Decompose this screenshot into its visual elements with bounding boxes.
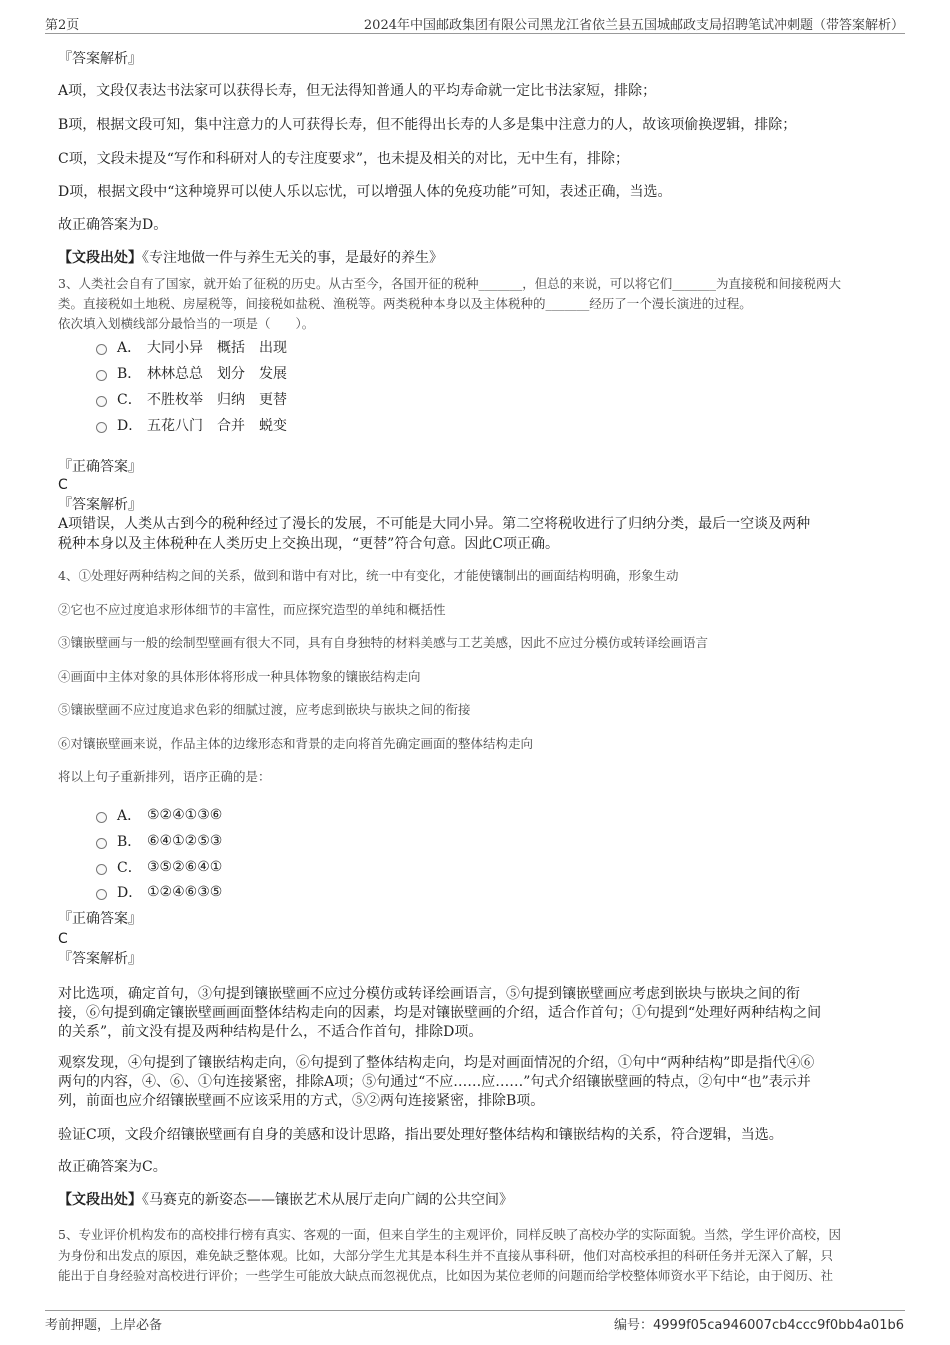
q4-source xyxy=(58,1189,513,1211)
footer-code xyxy=(614,1314,904,1333)
q5-line: 5、专业评价机构发布的高校排行榜有真实、客观的一面，但来自学生的主观评价，同样反映了高校办学的实际面貌。当然，学生评价高校，因 xyxy=(58,1227,841,1242)
radio-icon[interactable] xyxy=(96,838,107,849)
q4-answer-label: 『正确答案』 xyxy=(58,911,142,927)
source-text: 《马赛克的新姿态——镶嵌艺术从展厅走向广阔的公共空间》 xyxy=(142,1192,513,1208)
page-number: 第2页 xyxy=(45,18,80,33)
q2-analysis-line: A项，文段仅表达书法家可以获得长寿，但无法得知普通人的平均寿命就一定比书法家短，排除； xyxy=(58,83,657,99)
radio-icon[interactable] xyxy=(96,889,107,900)
q4-answer: C xyxy=(58,931,68,947)
q5-line: 能出于自身经验对高校进行评价；一些学生可能放大缺点而忽视优点，比如因为某位老师的问题而给学校整体师资水平下结论，由于阅历、社 xyxy=(58,1268,834,1283)
q4-sentence: ⑤镶嵌壁画不应过度追求色彩的细腻过渡，应考虑到嵌块与嵌块之间的衔接 xyxy=(58,702,471,717)
q4-option-c[interactable]: C． ③⑤②⑥④① xyxy=(96,857,222,877)
footer-rule xyxy=(45,1310,905,1311)
radio-icon[interactable] xyxy=(96,396,107,407)
q3-option-a[interactable]: A． 大同小异 概括 出现 xyxy=(96,337,301,357)
q3-stem-line: 3、人类社会自有了国家，就开始了征税的历史。从古至今，各国开征的税种_______，但总的来说，可以将它们_______为直接税和间接税两大 xyxy=(58,276,841,291)
q2-analysis-line: C项，文段未提及“写作和科研对人的专注度要求”，也未提及相关的对比，无中生有，排除； xyxy=(58,151,630,167)
q4-option-d[interactable]: D． ①②④⑥③⑤ xyxy=(96,882,222,902)
q4-sentence: ③镶嵌壁画与一般的绘制型壁画有很大不同，具有自身独特的材料美感与工艺美感，因此不应过分模仿或转译绘画语言 xyxy=(58,635,709,650)
source-label: 【文段出处】 xyxy=(58,250,142,266)
q2-answer-conclusion: 故正确答案为D。 xyxy=(58,217,168,233)
q3-option-b[interactable]: B． 林林总总 划分 发展 xyxy=(96,363,301,383)
q4-analysis-line: 对比选项，确定首句，③句提到镶嵌壁画不应过分模仿或转译绘画语言，⑤句提到镶嵌壁画应考虑到嵌块与嵌块之间的衔 xyxy=(58,986,800,1002)
q4-sentence: ⑥对镶嵌壁画来说，作品主体的边缘形态和背景的走向将首先确定画面的整体结构走向 xyxy=(58,736,534,751)
q2-source xyxy=(58,247,443,269)
radio-icon[interactable] xyxy=(96,370,107,381)
radio-icon[interactable] xyxy=(96,344,107,355)
q4-analysis-line: 接，⑥句提到确定镶嵌壁画画面整体结构走向的因素，均是对镶嵌壁画的介绍，适合作首句；①句提到“处理好两种结构之间 xyxy=(58,1005,822,1021)
q3-stem-line: 类。直接税如土地税、房屋税等，间接税如盐税、渔税等。两类税种本身以及主体税种的_______经历了一个漫长演进的过程。 xyxy=(58,296,752,311)
q4-sentence: ④画面中主体对象的具体形体将形成一种具体物象的镶嵌结构走向 xyxy=(58,669,421,684)
q4-prompt: 将以上句子重新排列，语序正确的是： xyxy=(58,769,271,784)
q3-analysis-label: 『答案解析』 xyxy=(58,497,142,513)
q5-line: 为身份和出发点的原因，难免缺乏整体观。比如，大部分学生尤其是本科生并不直接从事科研，他们对高校承担的科研任务并无深入了解，只 xyxy=(58,1248,834,1263)
q3-option-d[interactable]: D． 五花八门 合并 蜕变 xyxy=(96,415,301,435)
source-text: 《专注地做一件与养生无关的事，是最好的养生》 xyxy=(142,250,443,266)
q3-answer-label: 『正确答案』 xyxy=(58,459,142,475)
code-value: 4999f05ca946007cb4ccc9f0bb4a01b6 xyxy=(653,1318,904,1333)
q4-analysis-label: 『答案解析』 xyxy=(58,951,142,967)
q2-analysis-line: B项，根据文段可知，集中注意力的人可获得长寿，但不能得出长寿的人多是集中注意力的人，故该项偷换逻辑，排除； xyxy=(58,117,797,133)
q4-answer-conclusion: 故正确答案为C。 xyxy=(58,1159,167,1175)
q2-analysis-line: D项，根据文段中“这种境界可以使人乐以忘忧，可以增强人体的免疫功能”可知，表述正确，当选。 xyxy=(58,184,672,200)
q4-sentence: 4、①处理好两种结构之间的关系，做到和谐中有对比，统一中有变化，才能使镶制出的画面结构明确，形象生动 xyxy=(58,568,679,583)
q3-stem-line: 依次填入划横线部分最恰当的一项是（ ）。 xyxy=(58,316,315,331)
q3-analysis-line: 税种本身以及主体税种在人类历史上交换出现，“更替”符合句意。因此C项正确。 xyxy=(58,536,560,552)
q4-option-a[interactable]: A． ⑤②④①③⑥ xyxy=(96,805,222,825)
source-label: 【文段出处】 xyxy=(58,1192,142,1208)
q3-option-c[interactable]: C． 不胜枚举 归纳 更替 xyxy=(96,389,301,409)
code-label: 编号： xyxy=(614,1318,654,1333)
q4-sentence: ②它也不应过度追求形体细节的丰富性，而应探究造型的单纯和概括性 xyxy=(58,602,446,617)
q2-analysis-label: 『答案解析』 xyxy=(58,51,142,67)
q4-analysis-line: 两句的内容，④、⑥、①句连接紧密，排除A项；⑤句通过“不应……应……”句式介绍镶嵌壁画的特点，②句中“也”表示并 xyxy=(58,1074,811,1090)
header-rule xyxy=(45,33,905,34)
q4-analysis-verify: 验证C项，文段介绍镶嵌壁画有自身的美感和设计思路，指出要处理好整体结构和镶嵌结构的关系，符合逻辑，当选。 xyxy=(58,1127,783,1143)
radio-icon[interactable] xyxy=(96,864,107,875)
q3-analysis-line: A项错误，人类从古到今的税种经过了漫长的发展，不可能是大同小异。第二空将税收进行了归纳分类，最后一空谈及两种 xyxy=(58,516,811,532)
q4-analysis-line: 的关系”，前文没有提及两种结构是什么，不适合作首句，排除D项。 xyxy=(58,1024,483,1040)
footer-slogan: 考前押题，上岸必备 xyxy=(45,1318,163,1333)
q3-answer: C xyxy=(58,477,68,493)
q4-option-b[interactable]: B． ⑥④①②⑤③ xyxy=(96,831,222,851)
radio-icon[interactable] xyxy=(96,812,107,823)
q4-analysis-line: 观察发现，④句提到了镶嵌结构走向，⑥句提到了整体结构走向，均是对画面情况的介绍，①句中“两种结构”即是指代④⑥ xyxy=(58,1055,815,1071)
radio-icon[interactable] xyxy=(96,422,107,433)
document-title: 2024年中国邮政集团有限公司黑龙江省依兰县五国城邮政支局招聘笔试冲刺题（带答案解析） xyxy=(363,18,904,33)
q4-analysis-line: 列，前面也应介绍镶嵌壁画不应该采用的方式，⑤②两句连接紧密，排除B项。 xyxy=(58,1093,545,1109)
